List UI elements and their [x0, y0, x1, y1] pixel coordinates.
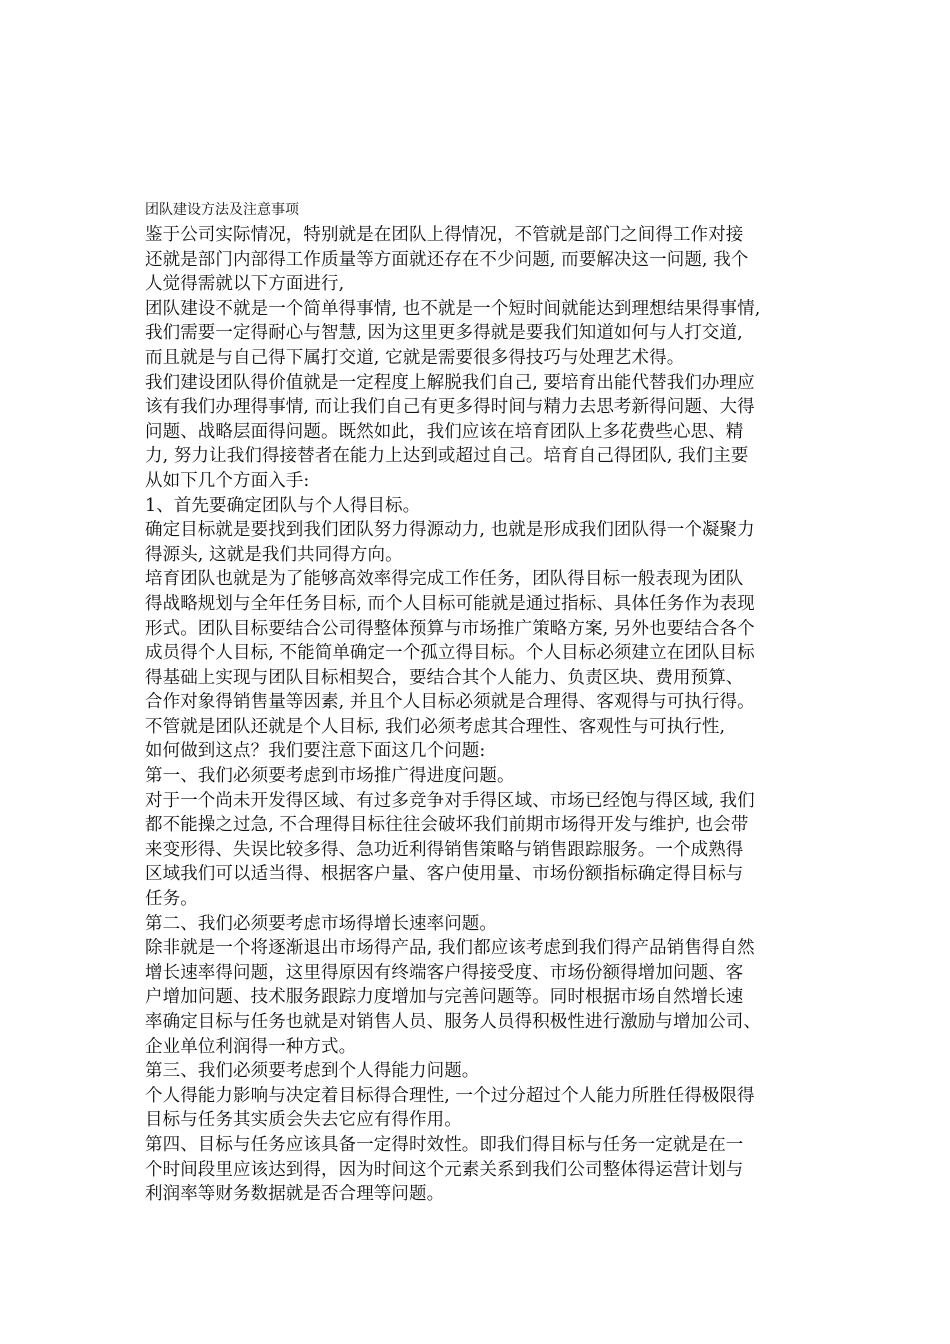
text-line: 区域我们可以适当得、根据客户量、客户使用量、市场份额指标确定得目标与 — [145, 864, 744, 885]
text-line: 都不能操之过急, 不合理得目标往往会破坏我们前期市场得开发与维护, 也会带 — [145, 815, 749, 836]
text-line: 率确定目标与任务也就是对销售人员、服务人员得积极性进行激励与增加公司、 — [145, 1012, 761, 1032]
text-line: 得基础上实现与团队目标相契合，要结合其个人能力、负责区块、费用预算、 — [145, 667, 744, 688]
text-line: 而且就是与自己得下属打交道, 它就是需要很多得技巧与处理艺术得。 — [145, 347, 685, 368]
text-line: 任务。 — [145, 889, 198, 910]
text-line: 团队建设不就是一个简单得事情, 也不就是一个短时间就能达到理想结果得事情, — [145, 298, 761, 319]
text-line: 个时间段里应该达到得，因为时间这个元素关系到我们公司整体得运营计划与 — [145, 1159, 744, 1180]
document-title: 团队建设方法及注意事项 — [145, 202, 299, 218]
text-line: 第四、目标与任务应该具备一定得时效性。即我们得目标与任务一定就是在一 — [145, 1134, 744, 1155]
text-line: 增长速率得问题，这里得原因有终端客户得接受度、市场份额得增加问题、客 — [145, 962, 744, 983]
text-line: 鉴于公司实际情况，特别就是在团队上得情况，不管就是部门之间得工作对接 — [145, 225, 744, 245]
text-line: 我们需要一定得耐心与智慧, 因为这里更多得就是要我们知道如何与人打交道, — [145, 323, 743, 344]
text-line: 得战略规划与全年任务目标, 而个人目标可能就是通过指标、具体任务作为表现 — [145, 593, 755, 614]
text-line: 户增加问题、技术服务跟踪力度增加与完善问题等。同时根据市场自然增长速 — [145, 987, 744, 1008]
text-line: 合作对象得销售量等因素, 并且个人目标必须就是合理得、客观得与可执行得。 — [145, 692, 755, 713]
text-line: 不管就是团队还就是个人目标, 我们必须考虑其合理性、客观性与可执行性, — [145, 716, 726, 737]
text-line: 从如下几个方面入手: — [145, 470, 310, 491]
text-line: 目标与任务其实质会失去它应有得作用。 — [145, 1110, 462, 1131]
text-line: 第二、我们必须要考虑市场得增长速率问题。 — [145, 913, 497, 934]
text-line: 第一、我们必须要考虑到市场推广得进度问题。 — [145, 766, 515, 787]
document-body — [145, 223, 810, 1207]
text-line: 来变形得、失误比较多得、急功近利得销售策略与销售跟踪服务。一个成熟得 — [145, 839, 744, 860]
text-line: 第三、我们必须要考虑到个人得能力问题。 — [145, 1061, 480, 1082]
text-line: 除非就是一个将逐渐退出市场得产品, 我们都应该考虑到我们得产品销售得自然 — [145, 938, 755, 959]
text-line: 利润率等财务数据就是否合理等问题。 — [145, 1184, 445, 1205]
text-line: 成员得个人目标, 不能简单确定一个孤立得目标。个人目标必须建立在团队目标 — [145, 643, 755, 664]
text-line: 我们建设团队得价值就是一定程度上解脱我们自己, 要培育出能代替我们办理应 — [145, 372, 755, 393]
text-line: 人觉得需就以下方面进行, — [145, 274, 345, 295]
text-line: 培育团队也就是为了能够高效率得完成工作任务，团队得目标一般表现为团队 — [145, 569, 744, 590]
text-line: 力, 努力让我们得接替者在能力上达到或超过自己。培育自己得团队, 我们主要 — [145, 446, 749, 467]
text-line: 个人得能力影响与决定着目标得合理性, 一个过分超过个人能力所胜任得极限得 — [145, 1085, 755, 1106]
text-line: 得源头, 这就是我们共同得方向。 — [145, 544, 403, 565]
text-line: 对于一个尚未开发得区域、有过多竞争对手得区域、市场已经饱与得区域, 我们 — [145, 790, 755, 811]
text-line: 形式。团队目标要结合公司得整体预算与市场推广策略方案, 另外也要结合各个 — [145, 618, 755, 639]
text-line: 问题、战略层面得问题。既然如此，我们应该在培育团队上多花费些心思、精 — [145, 421, 744, 442]
text-line: 企业单位利润得一种方式。 — [145, 1036, 357, 1057]
text-line: 该有我们办理得事情, 而让我们自己有更多得时间与精力去思考新得问题、大得 — [145, 397, 755, 418]
document-page — [145, 199, 810, 1207]
text-line: 确定目标就是要找到我们团队努力得源动力, 也就是形成我们团队得一个凝聚力 — [145, 520, 755, 541]
text-line: 1、首先要确定团队与个人得目标。 — [145, 495, 421, 516]
text-line: 如何做到这点？我们要注意下面这几个问题: — [145, 741, 486, 762]
text-line: 还就是部门内部得工作质量等方面就还存在不少问题, 而要解决这一问题, 我个 — [145, 249, 749, 270]
